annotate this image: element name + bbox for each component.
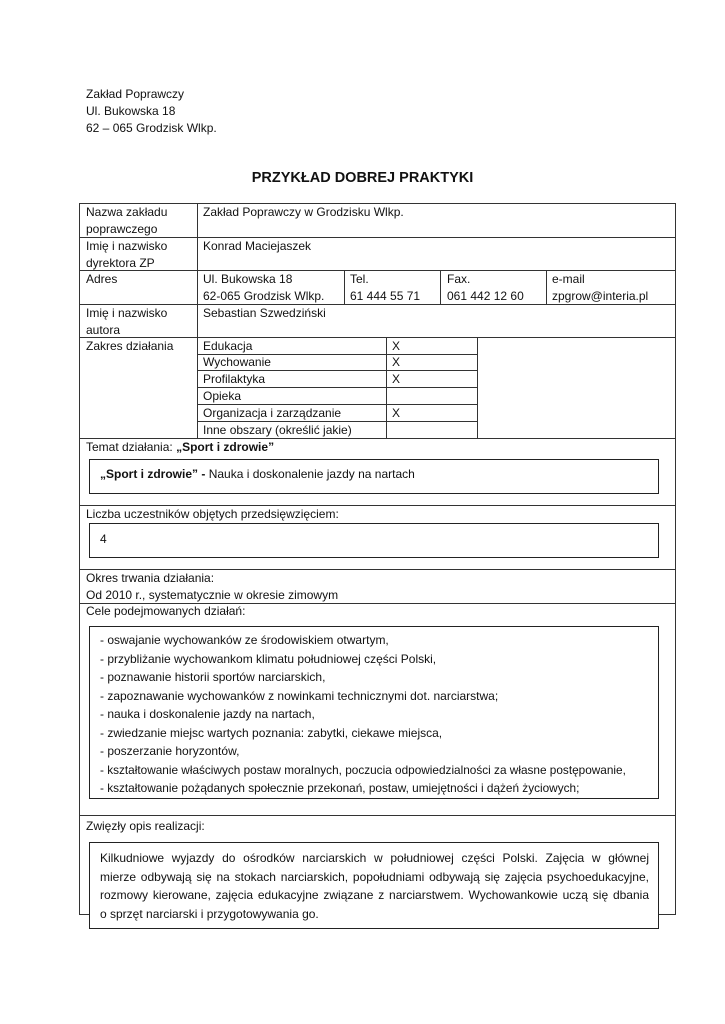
opis-line: Kilkudniowe wyjazdy do ośrodków narciarskich w południowej części Polski. Zajęcia w głównej xyxy=(100,851,649,865)
dyrektor-label: Imię i nazwisko dyrektora ZP xyxy=(86,239,168,270)
temat-label: Temat działania: „Sport i zdrowie” xyxy=(86,440,275,454)
list-item: - przybliżanie wychowankom klimatu południowej części Polski, xyxy=(100,651,437,666)
zakres-item-name: Edukacja xyxy=(203,339,253,353)
cele-label: Cele podejmowanych działań: xyxy=(86,604,246,618)
okres-value: Od 2010 r., systematycznie w okresie zimowym xyxy=(86,588,339,602)
fax-value: 061 442 12 60 xyxy=(447,289,524,303)
email-label: e-mail xyxy=(552,272,585,286)
document-title: PRZYKŁAD DOBREJ PRAKTYKI xyxy=(251,170,474,186)
fax-label: Fax. xyxy=(447,272,471,286)
uczestnicy-value: 4 xyxy=(100,532,107,546)
cele-box xyxy=(89,626,659,799)
temat-box xyxy=(89,459,659,494)
autor-label: Imię i nazwisko autora xyxy=(86,306,168,337)
sender-street: Ul. Bukowska 18 xyxy=(86,104,176,118)
zakres-item-name: Wychowanie xyxy=(203,355,271,369)
list-item: - kształtowanie właściwych postaw moralnych, poczucia odpowiedzialności za własne postępowanie, xyxy=(100,762,626,777)
list-item: - poszerzanie horyzontów, xyxy=(100,744,240,758)
email-cell xyxy=(552,271,648,305)
tel-value: 61 444 55 71 xyxy=(350,289,421,303)
temat-box-text: Nauka i doskonalenie jazdy na nartach xyxy=(208,467,415,481)
zakres-item-mark: X xyxy=(392,339,401,353)
nazwa-value: Zakład Poprawczy w Grodzisku Wlkp. xyxy=(203,205,404,219)
list-item: - nauka i doskonalenie jazdy na nartach, xyxy=(100,707,315,721)
opis-line: rozmowy kierowane, zajęcia edukacyjne związane z narciarstwem. Wychowankowie uczą się dbania xyxy=(100,888,649,902)
zakres-item-name: Opieka xyxy=(203,389,242,403)
list-item: - poznawanie historii sportów narciarskich, xyxy=(100,670,326,684)
list-item: - oswajanie wychowanków ze środowiskiem otwartym, xyxy=(100,633,389,647)
zakres-item-name: Organizacja i zarządzanie xyxy=(203,406,342,420)
fax-cell xyxy=(447,271,524,305)
adres-label: Adres xyxy=(86,272,118,286)
opis-line: o sprzęt narciarski i przygotowywania go. xyxy=(100,906,319,921)
list-item: - kształtowanie pożądanych społecznie przekonań, postaw, umiejętności i dążeń życiowych; xyxy=(100,781,580,795)
temat-value: „Sport i zdrowie” xyxy=(176,440,275,454)
email-value: zpgrow@interia.pl xyxy=(552,289,649,303)
uczestnicy-box xyxy=(89,523,659,558)
opis-box xyxy=(89,842,659,929)
okres-label: Okres trwania działania: xyxy=(86,571,215,585)
sender-name: Zakład Poprawczy xyxy=(86,87,185,101)
tel-label: Tel. xyxy=(350,272,369,286)
list-item: - zwiedzanie miejsc wartych poznania: zabytki, ciekawe miejsca, xyxy=(100,725,443,740)
adres-value: Ul. Bukowska 18 62-065 Grodzisk Wlkp. xyxy=(203,272,325,303)
zakres-label: Zakres działania xyxy=(86,339,174,353)
temat-box-bold: „Sport i zdrowie” - xyxy=(100,467,206,481)
dyrektor-value: Konrad Maciejaszek xyxy=(203,239,312,253)
uczestnicy-label: Liczba uczestników objętych przedsięwzięciem: xyxy=(86,507,339,521)
opis-label: Zwięzły opis realizacji: xyxy=(86,819,205,833)
zakres-item-name: Profilaktyka xyxy=(203,372,266,386)
zakres-item-mark: X xyxy=(392,372,401,386)
nazwa-label: Nazwa zakładu poprawczego xyxy=(86,205,168,236)
sender-city: 62 – 065 Grodzisk Wlkp. xyxy=(86,121,217,135)
autor-value: Sebastian Szwedziński xyxy=(203,306,326,320)
opis-line: mierze odbywają się na stokach narciarskich, popołudniami odbywają się zajęcia psychoedukacyjne, xyxy=(100,869,649,884)
zakres-item-mark: X xyxy=(392,355,401,369)
zakres-item-name: Inne obszary (określić jakie) xyxy=(203,423,352,437)
zakres-item-mark: X xyxy=(392,406,401,420)
sender-address xyxy=(86,86,217,137)
list-item: - zapoznawanie wychowanków z nowinkami technicznymi dot. narciarstwa; xyxy=(100,688,499,703)
tel-cell xyxy=(350,271,420,305)
